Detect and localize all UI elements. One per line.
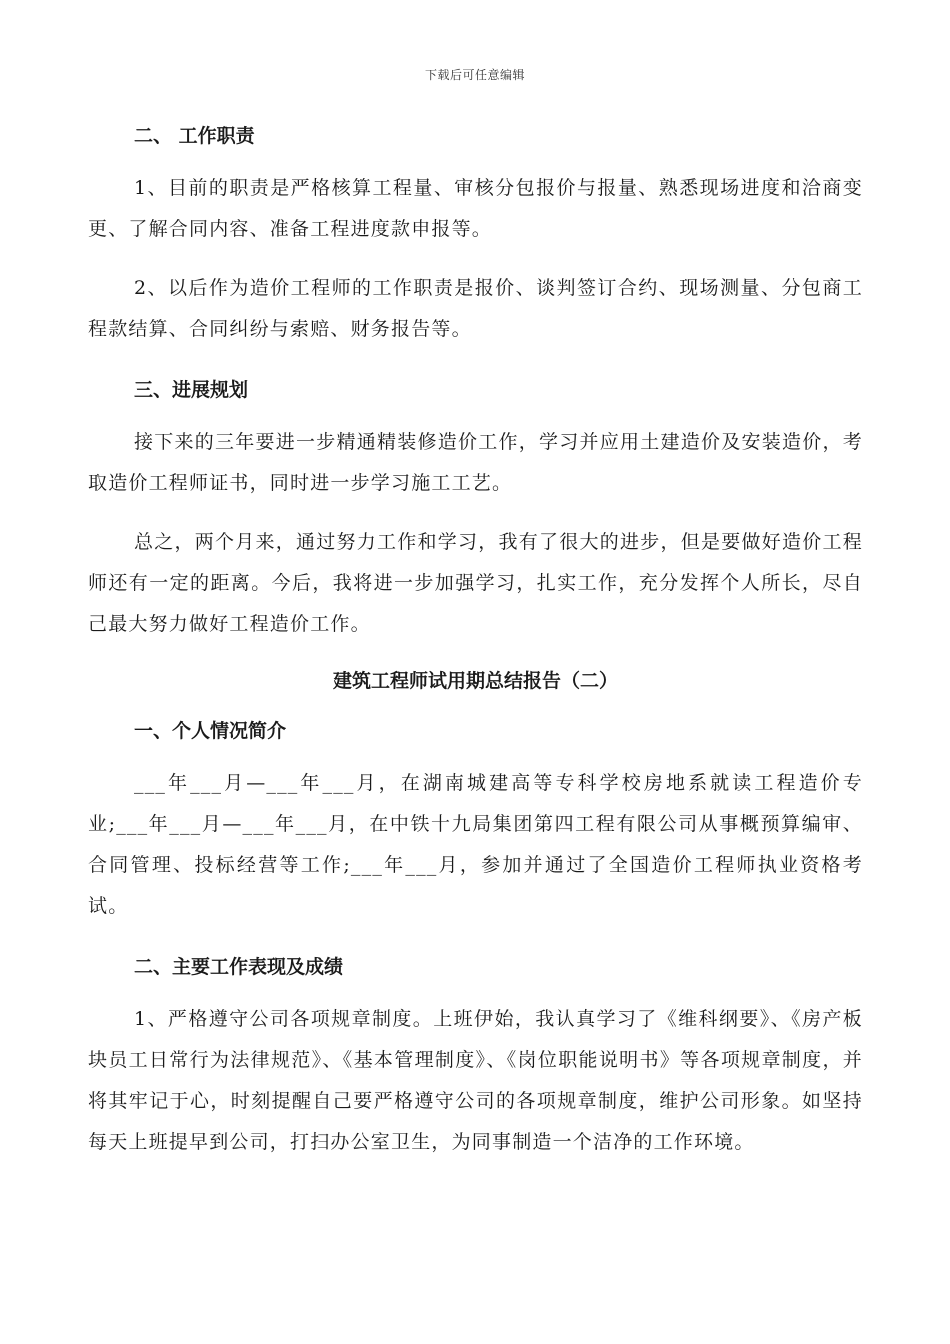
- plan-paragraph-2: 总之，两个月来，通过努力工作和学习，我有了很大的进步，但是要做好造价工程师还有一定的距离。今后，我将进一步加强学习，扎实工作，充分发挥个人所长，尽自己最大努力做好工程造价工作。: [88, 531, 863, 635]
- duties-paragraph-2: 2、以后作为造价工程师的工作职责是报价、谈判签订合约、现场测量、分包商工程款结算、合同纠纷与索赔、财务报告等。: [88, 277, 863, 340]
- plan-heading: 三、进展规划: [134, 379, 249, 401]
- intro-heading: 一、个人情况简介: [134, 720, 287, 742]
- document-body: [88, 118, 863, 1163]
- report-two-title: 建筑工程师试用期总结报告（二）: [332, 670, 618, 692]
- performance-heading: 二、主要工作表现及成绩: [134, 956, 344, 978]
- duties-heading: 二、 工作职责: [134, 125, 255, 147]
- header-note: 下载后可任意编辑: [424, 68, 525, 82]
- performance-paragraph-1: 1、严格遵守公司各项规章制度。上班伊始，我认真学习了《维科纲要》、《房产板块员工日常行为法律规范》、《基本管理制度》、《岗位职能说明书》等各项规章制度，并将其牢记于心，时刻提醒自己要严格遵守公司的各项规章制度，维护公司形象。如坚持每天上班提早到公司，打扫办公室卫生，为同事制造一个洁净的工作环境。: [88, 1008, 863, 1153]
- duties-paragraph-1: 1、目前的职责是严格核算工程量、审核分包报价与报量、熟悉现场进度和洽商变更、了解合同内容、准备工程进度款申报等。: [88, 177, 863, 240]
- plan-paragraph-1: 接下来的三年要进一步精通精装修造价工作，学习并应用土建造价及安装造价，考取造价工程师证书，同时进一步学习施工工艺。: [88, 431, 863, 494]
- intro-paragraph: ___年___月—___年___月，在湖南城建高等专科学校房地系就读工程造价专业;___年___月—___年___月，在中铁十九局集团第四工程有限公司从事概预算编审、合同管理、投标经营等工作;___年___月，参加并通过了全国造价工程师执业资格考试。: [88, 772, 863, 917]
